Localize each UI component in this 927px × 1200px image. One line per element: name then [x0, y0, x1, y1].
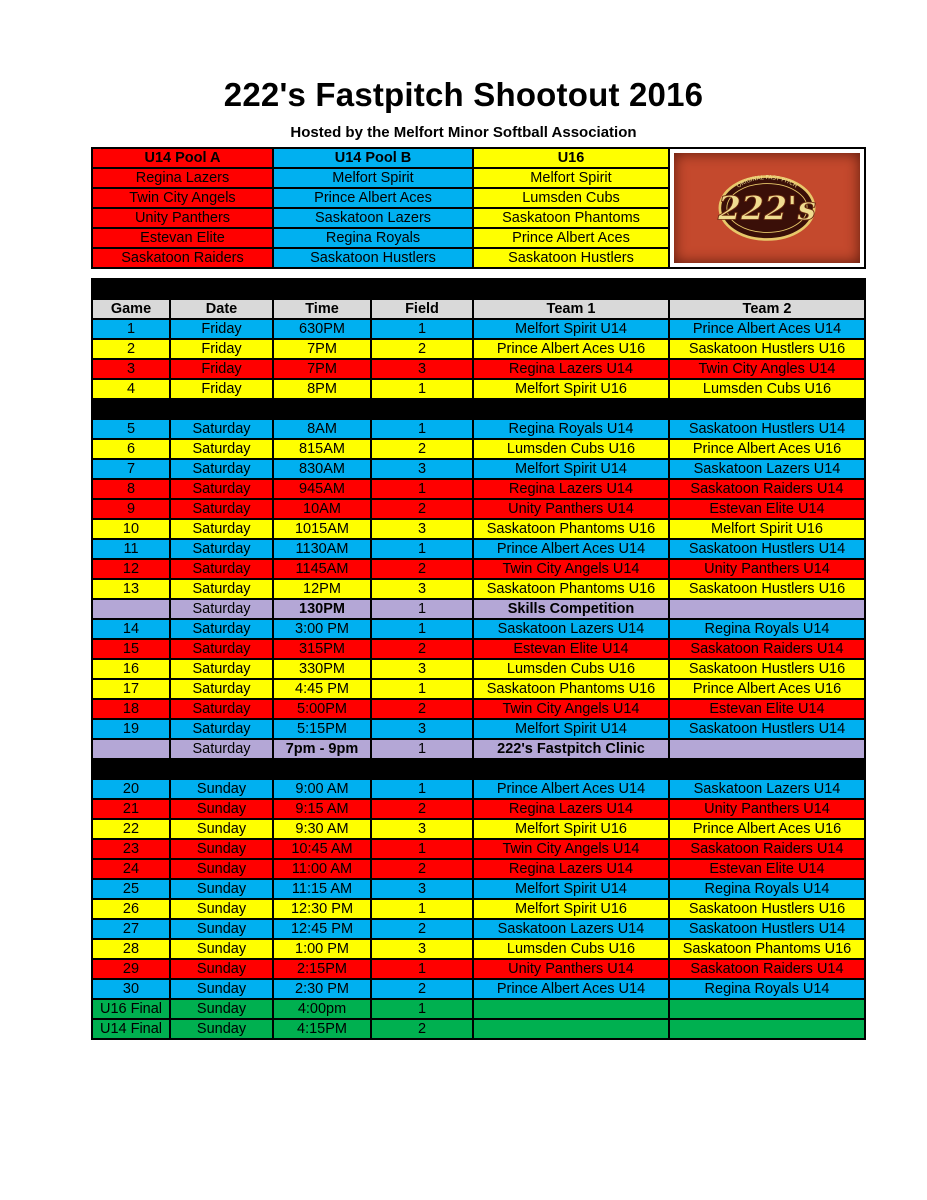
cell-team1: Saskatoon Phantoms U16 — [473, 679, 669, 699]
column-header-team1: Team 1 — [473, 299, 669, 319]
cell-team2: Saskatoon Hustlers U16 — [669, 899, 865, 919]
cell-team2: Prince Albert Aces U16 — [669, 439, 865, 459]
cell-team2: Saskatoon Raiders U14 — [669, 479, 865, 499]
cell-field: 1 — [371, 599, 473, 619]
cell-game: 8 — [92, 479, 170, 499]
cell-time: 11:00 AM — [273, 859, 371, 879]
logo-222-icon — [674, 153, 860, 263]
cell-date: Saturday — [170, 539, 273, 559]
cell-team2: Prince Albert Aces U14 — [669, 319, 865, 339]
cell-game: 30 — [92, 979, 170, 999]
cell-time: 815AM — [273, 439, 371, 459]
schedule-row — [92, 359, 865, 379]
cell-team1: Melfort Spirit U16 — [473, 819, 669, 839]
schedule-row — [92, 879, 865, 899]
pool-header: U14 Pool B — [273, 148, 473, 168]
schedule-row — [92, 719, 865, 739]
cell-time: 830AM — [273, 459, 371, 479]
cell-date: Sunday — [170, 859, 273, 879]
cell-game: 16 — [92, 659, 170, 679]
cell-field: 1 — [371, 999, 473, 1019]
cell-date: Saturday — [170, 639, 273, 659]
cell-game: 2 — [92, 339, 170, 359]
separator-row — [92, 759, 865, 779]
cell-game — [92, 739, 170, 759]
cell-time: 5:15PM — [273, 719, 371, 739]
schedule-row — [92, 599, 865, 619]
cell-field: 2 — [371, 699, 473, 719]
cell-team1: Regina Lazers U14 — [473, 359, 669, 379]
cell-game: 3 — [92, 359, 170, 379]
cell-team2: Saskatoon Phantoms U16 — [669, 939, 865, 959]
cell-game: 5 — [92, 419, 170, 439]
cell-field: 1 — [371, 539, 473, 559]
cell-game: 15 — [92, 639, 170, 659]
pool-header: U16 — [473, 148, 669, 168]
cell-time: 4:00pm — [273, 999, 371, 1019]
schedule-row — [92, 439, 865, 459]
cell-date: Sunday — [170, 779, 273, 799]
cell-team2: Regina Royals U14 — [669, 619, 865, 639]
pool-team: Melfort Spirit — [473, 168, 669, 188]
cell-time: 4:45 PM — [273, 679, 371, 699]
cell-team1: Prince Albert Aces U14 — [473, 779, 669, 799]
cell-date: Saturday — [170, 619, 273, 639]
pools-header-row — [92, 148, 865, 168]
cell-date: Friday — [170, 359, 273, 379]
cell-team2: Prince Albert Aces U16 — [669, 819, 865, 839]
cell-field: 2 — [371, 339, 473, 359]
cell-date: Saturday — [170, 479, 273, 499]
pool-team: Saskatoon Hustlers — [273, 248, 473, 268]
cell-field: 1 — [371, 959, 473, 979]
cell-team2 — [669, 999, 865, 1019]
logo-panel — [674, 153, 860, 263]
cell-team2: Saskatoon Hustlers U14 — [669, 719, 865, 739]
cell-time: 7PM — [273, 339, 371, 359]
cell-time: 10:45 AM — [273, 839, 371, 859]
cell-team1: Saskatoon Phantoms U16 — [473, 579, 669, 599]
cell-game: 27 — [92, 919, 170, 939]
pools-table — [91, 147, 866, 269]
cell-team2: Estevan Elite U14 — [669, 499, 865, 519]
cell-team2: Saskatoon Hustlers U16 — [669, 339, 865, 359]
pool-team: Lumsden Cubs — [473, 188, 669, 208]
cell-team1: Prince Albert Aces U14 — [473, 539, 669, 559]
schedule-row — [92, 839, 865, 859]
cell-date: Saturday — [170, 499, 273, 519]
cell-time: 9:30 AM — [273, 819, 371, 839]
cell-time: 12:30 PM — [273, 899, 371, 919]
schedule-row — [92, 899, 865, 919]
cell-date: Saturday — [170, 679, 273, 699]
cell-field: 3 — [371, 659, 473, 679]
pool-team: Saskatoon Phantoms — [473, 208, 669, 228]
cell-team1: Prince Albert Aces U16 — [473, 339, 669, 359]
cell-date: Sunday — [170, 1019, 273, 1039]
cell-field: 2 — [371, 559, 473, 579]
separator-row — [92, 399, 865, 419]
cell-team1: Regina Lazers U14 — [473, 799, 669, 819]
cell-field: 1 — [371, 779, 473, 799]
cell-field: 1 — [371, 679, 473, 699]
column-header-date: Date — [170, 299, 273, 319]
schedule-row — [92, 1019, 865, 1039]
cell-game: 28 — [92, 939, 170, 959]
cell-field: 1 — [371, 319, 473, 339]
cell-time: 630PM — [273, 319, 371, 339]
schedule-row — [92, 499, 865, 519]
cell-date: Sunday — [170, 919, 273, 939]
cell-game: 21 — [92, 799, 170, 819]
cell-time: 12:45 PM — [273, 919, 371, 939]
schedule-row — [92, 859, 865, 879]
cell-team1: Saskatoon Lazers U14 — [473, 619, 669, 639]
cell-time: 10AM — [273, 499, 371, 519]
cell-date: Saturday — [170, 599, 273, 619]
schedule-row — [92, 619, 865, 639]
schedule-row — [92, 579, 865, 599]
cell-game: 12 — [92, 559, 170, 579]
cell-field: 3 — [371, 519, 473, 539]
logo-ring-text: ORIGINAL FAST PITCH — [735, 175, 799, 190]
cell-team2: Saskatoon Raiders U14 — [669, 959, 865, 979]
cell-team2 — [669, 739, 865, 759]
schedule-row — [92, 639, 865, 659]
cell-time: 1:00 PM — [273, 939, 371, 959]
cell-time: 7PM — [273, 359, 371, 379]
cell-team1: Lumsden Cubs U16 — [473, 439, 669, 459]
schedule-row — [92, 339, 865, 359]
schedule-row — [92, 319, 865, 339]
schedule-row — [92, 819, 865, 839]
cell-team1: Melfort Spirit U14 — [473, 879, 669, 899]
pool-header: U14 Pool A — [92, 148, 273, 168]
cell-field: 1 — [371, 479, 473, 499]
cell-team2: Saskatoon Hustlers U14 — [669, 419, 865, 439]
pool-team: Regina Lazers — [92, 168, 273, 188]
cell-date: Sunday — [170, 999, 273, 1019]
cell-field: 3 — [371, 359, 473, 379]
cell-team1: Melfort Spirit U16 — [473, 379, 669, 399]
cell-time: 7pm - 9pm — [273, 739, 371, 759]
cell-team1: Prince Albert Aces U14 — [473, 979, 669, 999]
cell-game: U14 Final — [92, 1019, 170, 1039]
cell-team1: Estevan Elite U14 — [473, 639, 669, 659]
cell-date: Sunday — [170, 959, 273, 979]
cell-game: 9 — [92, 499, 170, 519]
cell-game — [92, 599, 170, 619]
cell-date: Saturday — [170, 719, 273, 739]
cell-team2: Twin City Angles U14 — [669, 359, 865, 379]
pool-team: Regina Royals — [273, 228, 473, 248]
cell-game: 23 — [92, 839, 170, 859]
cell-time: 9:00 AM — [273, 779, 371, 799]
cell-game: 10 — [92, 519, 170, 539]
cell-field: 2 — [371, 499, 473, 519]
column-header-time: Time — [273, 299, 371, 319]
cell-team1: Unity Panthers U14 — [473, 499, 669, 519]
cell-date: Sunday — [170, 879, 273, 899]
cell-team1: Unity Panthers U14 — [473, 959, 669, 979]
cell-team2: Lumsden Cubs U16 — [669, 379, 865, 399]
cell-field: 3 — [371, 579, 473, 599]
cell-field: 2 — [371, 639, 473, 659]
cell-team2 — [669, 1019, 865, 1039]
column-header-game: Game — [92, 299, 170, 319]
cell-date: Friday — [170, 319, 273, 339]
cell-time: 8PM — [273, 379, 371, 399]
cell-team1: Saskatoon Lazers U14 — [473, 919, 669, 939]
pool-team: Unity Panthers — [92, 208, 273, 228]
cell-date: Saturday — [170, 519, 273, 539]
cell-team2: Saskatoon Lazers U14 — [669, 459, 865, 479]
cell-game: 13 — [92, 579, 170, 599]
cell-team2: Saskatoon Hustlers U14 — [669, 919, 865, 939]
logo-cell — [669, 148, 865, 268]
cell-field: 3 — [371, 459, 473, 479]
separator-row — [92, 279, 865, 299]
cell-field: 3 — [371, 719, 473, 739]
cell-game: 22 — [92, 819, 170, 839]
cell-date: Sunday — [170, 799, 273, 819]
schedule-row — [92, 479, 865, 499]
cell-field: 1 — [371, 739, 473, 759]
cell-team2: Unity Panthers U14 — [669, 799, 865, 819]
cell-date: Saturday — [170, 579, 273, 599]
cell-team2: Regina Royals U14 — [669, 979, 865, 999]
logo-text: 222's — [717, 188, 817, 228]
cell-field: 3 — [371, 819, 473, 839]
cell-game: 19 — [92, 719, 170, 739]
cell-team1 — [473, 999, 669, 1019]
cell-date: Sunday — [170, 939, 273, 959]
cell-game: 25 — [92, 879, 170, 899]
cell-game: 4 — [92, 379, 170, 399]
column-header-field: Field — [371, 299, 473, 319]
cell-team1: Twin City Angels U14 — [473, 839, 669, 859]
pool-team: Saskatoon Lazers — [273, 208, 473, 228]
schedule-row — [92, 379, 865, 399]
cell-team2: Saskatoon Hustlers U16 — [669, 579, 865, 599]
pool-team: Prince Albert Aces — [473, 228, 669, 248]
page-title: 222's Fastpitch Shootout 2016 — [223, 76, 704, 113]
cell-date: Sunday — [170, 839, 273, 859]
cell-date: Sunday — [170, 899, 273, 919]
cell-game: 14 — [92, 619, 170, 639]
cell-team1: Lumsden Cubs U16 — [473, 659, 669, 679]
cell-team1: 222's Fastpitch Clinic — [473, 739, 669, 759]
cell-date: Saturday — [170, 459, 273, 479]
cell-team2: Estevan Elite U14 — [669, 699, 865, 719]
schedule-row — [92, 779, 865, 799]
cell-team1: Melfort Spirit U16 — [473, 899, 669, 919]
cell-field: 2 — [371, 799, 473, 819]
cell-team2: Regina Royals U14 — [669, 879, 865, 899]
cell-game: 1 — [92, 319, 170, 339]
cell-time: 330PM — [273, 659, 371, 679]
page-subtitle: Hosted by the Melfort Minor Softball Association — [290, 124, 637, 141]
cell-game: 17 — [92, 679, 170, 699]
cell-team1: Melfort Spirit U14 — [473, 459, 669, 479]
cell-game: 11 — [92, 539, 170, 559]
schedule-row — [92, 959, 865, 979]
cell-time: 5:00PM — [273, 699, 371, 719]
cell-date: Saturday — [170, 739, 273, 759]
schedule-row — [92, 799, 865, 819]
cell-game: 24 — [92, 859, 170, 879]
schedule-header-row — [92, 299, 865, 319]
pool-team: Prince Albert Aces — [273, 188, 473, 208]
cell-team2: Saskatoon Raiders U14 — [669, 639, 865, 659]
schedule-row — [92, 659, 865, 679]
schedule-row — [92, 419, 865, 439]
cell-game: 20 — [92, 779, 170, 799]
cell-date: Friday — [170, 379, 273, 399]
cell-date: Saturday — [170, 419, 273, 439]
pool-team: Twin City Angels — [92, 188, 273, 208]
pool-team: Melfort Spirit — [273, 168, 473, 188]
cell-team2: Saskatoon Lazers U14 — [669, 779, 865, 799]
cell-team1: Regina Lazers U14 — [473, 479, 669, 499]
cell-team2: Melfort Spirit U16 — [669, 519, 865, 539]
cell-game: 26 — [92, 899, 170, 919]
cell-time: 3:00 PM — [273, 619, 371, 639]
cell-game: 29 — [92, 959, 170, 979]
cell-time: 1130AM — [273, 539, 371, 559]
cell-time: 945AM — [273, 479, 371, 499]
cell-team1: Melfort Spirit U14 — [473, 319, 669, 339]
pool-team: Saskatoon Hustlers — [473, 248, 669, 268]
cell-team2: Unity Panthers U14 — [669, 559, 865, 579]
cell-field: 2 — [371, 439, 473, 459]
schedule-row — [92, 679, 865, 699]
cell-team2: Saskatoon Hustlers U16 — [669, 659, 865, 679]
schedule-row — [92, 459, 865, 479]
cell-time: 2:30 PM — [273, 979, 371, 999]
cell-time: 1015AM — [273, 519, 371, 539]
cell-time: 9:15 AM — [273, 799, 371, 819]
cell-date: Saturday — [170, 559, 273, 579]
cell-field: 3 — [371, 939, 473, 959]
cell-team1: Twin City Angels U14 — [473, 559, 669, 579]
cell-time: 12PM — [273, 579, 371, 599]
cell-field: 2 — [371, 1019, 473, 1039]
cell-game: 18 — [92, 699, 170, 719]
cell-field: 1 — [371, 419, 473, 439]
cell-team1: Twin City Angels U14 — [473, 699, 669, 719]
pool-team: Saskatoon Raiders — [92, 248, 273, 268]
cell-date: Saturday — [170, 659, 273, 679]
cell-team1: Regina Royals U14 — [473, 419, 669, 439]
cell-field: 2 — [371, 919, 473, 939]
cell-field: 2 — [371, 859, 473, 879]
schedule-row — [92, 519, 865, 539]
schedule-row — [92, 539, 865, 559]
cell-field: 1 — [371, 379, 473, 399]
cell-date: Friday — [170, 339, 273, 359]
cell-team2: Saskatoon Hustlers U14 — [669, 539, 865, 559]
cell-team2: Prince Albert Aces U16 — [669, 679, 865, 699]
cell-date: Saturday — [170, 699, 273, 719]
schedule-row — [92, 559, 865, 579]
cell-date: Saturday — [170, 439, 273, 459]
cell-field: 1 — [371, 839, 473, 859]
cell-time: 2:15PM — [273, 959, 371, 979]
cell-game: 6 — [92, 439, 170, 459]
cell-team1: Saskatoon Phantoms U16 — [473, 519, 669, 539]
cell-team2 — [669, 599, 865, 619]
cell-field: 1 — [371, 899, 473, 919]
cell-time: 130PM — [273, 599, 371, 619]
schedule-row — [92, 979, 865, 999]
cell-field: 1 — [371, 619, 473, 639]
cell-field: 3 — [371, 879, 473, 899]
cell-date: Sunday — [170, 979, 273, 999]
cell-time: 8AM — [273, 419, 371, 439]
schedule-table — [91, 278, 866, 1040]
cell-team1 — [473, 1019, 669, 1039]
schedule-row — [92, 699, 865, 719]
cell-time: 4:15PM — [273, 1019, 371, 1039]
column-header-team2: Team 2 — [669, 299, 865, 319]
cell-team2: Saskatoon Raiders U14 — [669, 839, 865, 859]
schedule-row — [92, 999, 865, 1019]
cell-time: 1145AM — [273, 559, 371, 579]
schedule-row — [92, 739, 865, 759]
cell-team1: Skills Competition — [473, 599, 669, 619]
cell-time: 315PM — [273, 639, 371, 659]
cell-team1: Regina Lazers U14 — [473, 859, 669, 879]
cell-date: Sunday — [170, 819, 273, 839]
cell-team1: Lumsden Cubs U16 — [473, 939, 669, 959]
schedule-row — [92, 919, 865, 939]
cell-time: 11:15 AM — [273, 879, 371, 899]
schedule-row — [92, 939, 865, 959]
pool-team: Estevan Elite — [92, 228, 273, 248]
cell-game: 7 — [92, 459, 170, 479]
cell-field: 2 — [371, 979, 473, 999]
cell-team2: Estevan Elite U14 — [669, 859, 865, 879]
cell-team1: Melfort Spirit U14 — [473, 719, 669, 739]
cell-game: U16 Final — [92, 999, 170, 1019]
